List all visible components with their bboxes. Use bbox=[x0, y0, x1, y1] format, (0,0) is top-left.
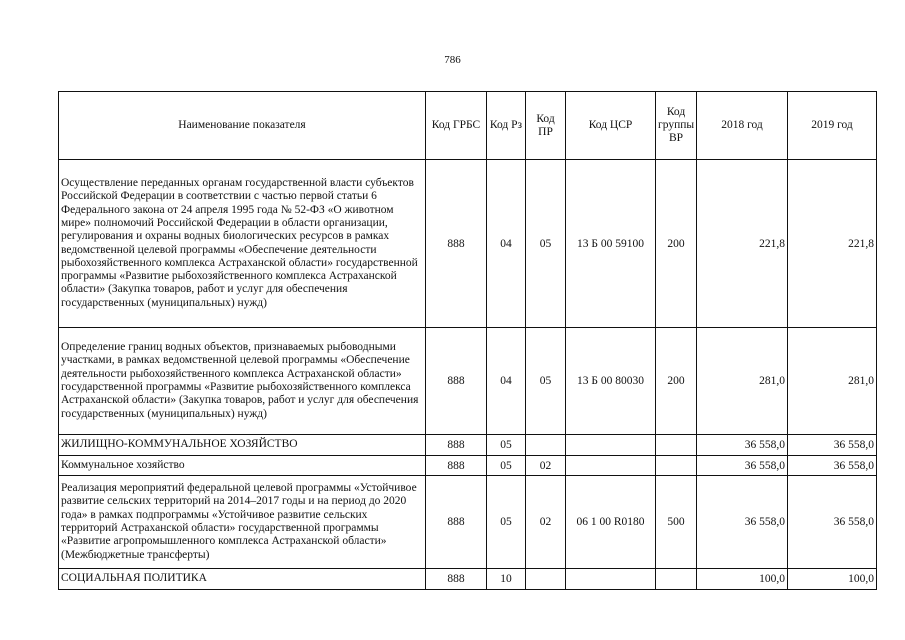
row-grbs: 888 bbox=[426, 476, 487, 569]
header-csr: Код ЦСР bbox=[566, 92, 656, 160]
row-pr bbox=[526, 435, 566, 456]
row-2018: 36 558,0 bbox=[697, 435, 788, 456]
row-pr: 02 bbox=[526, 476, 566, 569]
row-grbs: 888 bbox=[426, 435, 487, 456]
row-name: Определение границ водных объектов, признаваемых рыбоводными участками, в рамках ведомственной целевой программы «Обеспечение деятельности рыбохозяйственного комплекса Астраханской области» государственной программы «Развитие рыбохозяйственного комплекса Астраханской области» (Закупка товаров, работ и услуг для обеспечения государственных (муниципальных) нужд) bbox=[59, 328, 426, 435]
row-rz: 04 bbox=[487, 328, 526, 435]
row-name: Реализация мероприятий федеральной целевой программы «Устойчивое развитие сельских территорий на 2014–2017 годы и на период до 2020 года» в рамках подпрограммы «Устойчивое развитие сельских территорий Астраханской области» государственной программы «Развитие агропромышленного комплекса Астраханской области» (Межбюджетные трансферты) bbox=[59, 476, 426, 569]
row-2019: 36 558,0 bbox=[788, 456, 877, 476]
row-pr: 05 bbox=[526, 160, 566, 328]
header-grbs: Код ГРБС bbox=[426, 92, 487, 160]
row-2019: 221,8 bbox=[788, 160, 877, 328]
row-vr: 500 bbox=[656, 476, 697, 569]
row-vr: 200 bbox=[656, 160, 697, 328]
table-row bbox=[59, 456, 877, 476]
row-vr bbox=[656, 456, 697, 476]
row-name: Осуществление переданных органам государственной власти субъектов Российской Федерации в соответствии с частью первой статьи 6 Федерального закона от 24 апреля 1995 года № 52-ФЗ «О животном мире» полномочий Российской Федерации в области организации, регулирования и охраны водных биологических ресурсов в рамках ведомственной целевой программы «Обеспечение деятельности рыбохозяйственного комплекса Астраханской области» государственной программы «Развитие рыбохозяйственного комплекса Астраханской области» (Закупка товаров, работ и услуг для обеспечения государственных (муниципальных) нужд) bbox=[59, 160, 426, 328]
row-grbs: 888 bbox=[426, 456, 487, 476]
row-vr bbox=[656, 435, 697, 456]
row-2019: 100,0 bbox=[788, 569, 877, 590]
row-grbs: 888 bbox=[426, 160, 487, 328]
table-header-row bbox=[59, 92, 877, 160]
row-rz: 05 bbox=[487, 476, 526, 569]
header-name: Наименование показателя bbox=[59, 92, 426, 160]
row-pr bbox=[526, 569, 566, 590]
header-vr: Код группы ВР bbox=[656, 92, 697, 160]
page-number: 786 bbox=[444, 54, 461, 66]
row-2019: 36 558,0 bbox=[788, 435, 877, 456]
table-row bbox=[59, 160, 877, 328]
row-rz: 05 bbox=[487, 456, 526, 476]
row-2018: 221,8 bbox=[697, 160, 788, 328]
header-2018: 2018 год bbox=[697, 92, 788, 160]
row-pr: 02 bbox=[526, 456, 566, 476]
row-name: СОЦИАЛЬНАЯ ПОЛИТИКА bbox=[59, 569, 426, 590]
header-rz: Код Рз bbox=[487, 92, 526, 160]
row-vr: 200 bbox=[656, 328, 697, 435]
row-2018: 36 558,0 bbox=[697, 476, 788, 569]
table-row bbox=[59, 569, 877, 590]
row-rz: 04 bbox=[487, 160, 526, 328]
row-rz: 05 bbox=[487, 435, 526, 456]
row-grbs: 888 bbox=[426, 328, 487, 435]
row-csr: 06 1 00 R0180 bbox=[566, 476, 656, 569]
header-pr: Код ПР bbox=[526, 92, 566, 160]
row-csr bbox=[566, 456, 656, 476]
row-2018: 100,0 bbox=[697, 569, 788, 590]
row-csr bbox=[566, 435, 656, 456]
row-2018: 36 558,0 bbox=[697, 456, 788, 476]
row-csr: 13 Б 00 80030 bbox=[566, 328, 656, 435]
row-csr bbox=[566, 569, 656, 590]
row-pr: 05 bbox=[526, 328, 566, 435]
table-row bbox=[59, 328, 877, 435]
row-vr bbox=[656, 569, 697, 590]
row-2019: 36 558,0 bbox=[788, 476, 877, 569]
table-row bbox=[59, 476, 877, 569]
row-grbs: 888 bbox=[426, 569, 487, 590]
row-rz: 10 bbox=[487, 569, 526, 590]
row-name: Коммунальное хозяйство bbox=[59, 456, 426, 476]
budget-table bbox=[58, 91, 877, 590]
header-2019: 2019 год bbox=[788, 92, 877, 160]
row-2019: 281,0 bbox=[788, 328, 877, 435]
row-name: ЖИЛИЩНО-КОММУНАЛЬНОЕ ХОЗЯЙСТВО bbox=[59, 435, 426, 456]
table-row bbox=[59, 435, 877, 456]
row-2018: 281,0 bbox=[697, 328, 788, 435]
row-csr: 13 Б 00 59100 bbox=[566, 160, 656, 328]
